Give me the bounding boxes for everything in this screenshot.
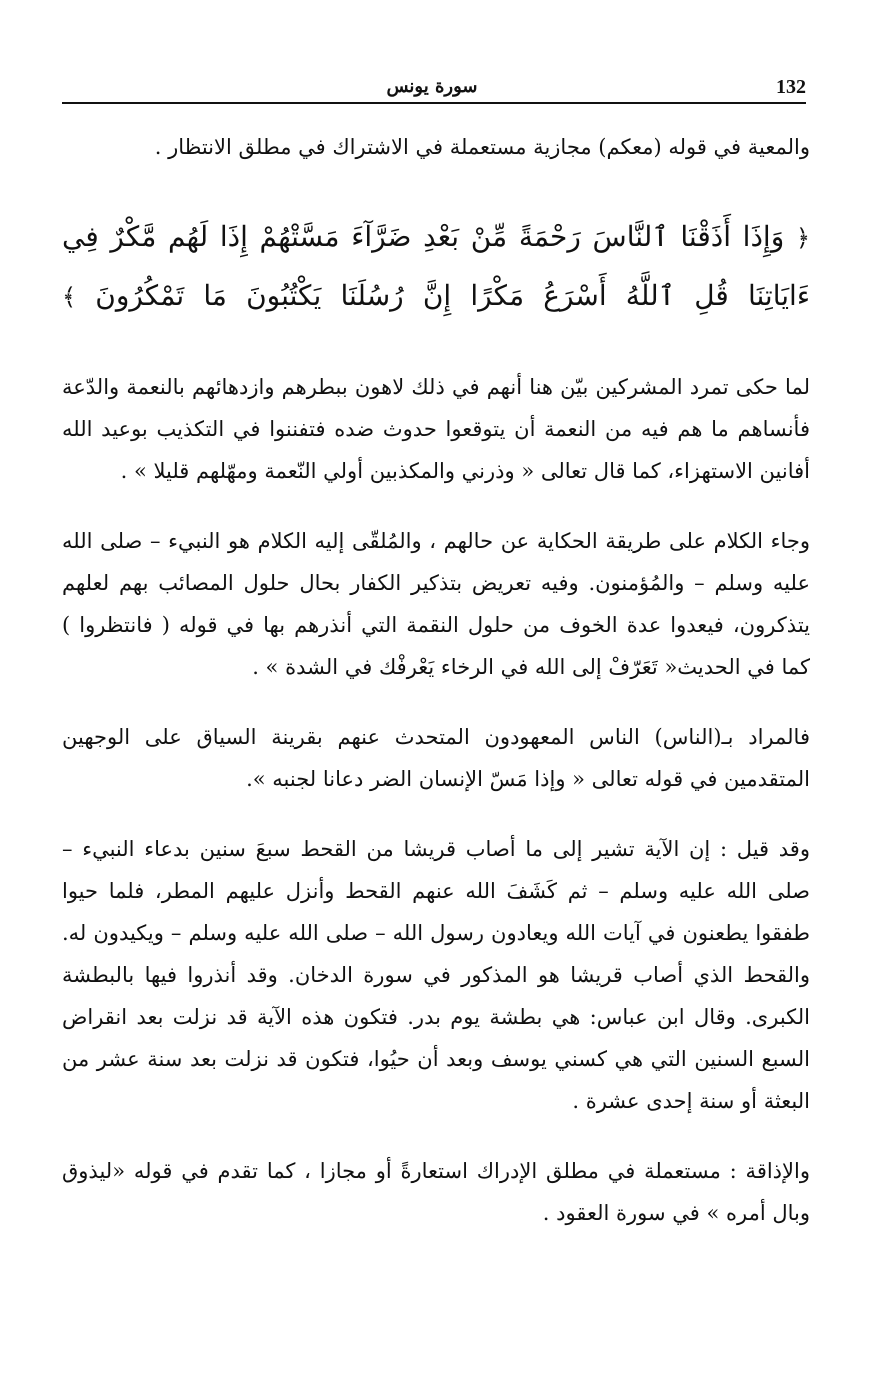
quran-verse	[62, 208, 810, 326]
paragraph-meaning-of-people: فالمراد بـ(الناس) الناس المعهودون المتحدث عنهم بقرينة السياق على الوجهين المتقدمين في قوله تعالى « وإذا مَسّ الإنسان الضر دعانا لجنبه ».	[62, 725, 810, 791]
paragraph-tasting: والإذاقة : مستعملة في مطلق الإدراك استعارةً أو مجازا ، كما تقدم في قوله «ليذوق وبال أمره » في سورة العقود .	[62, 1159, 810, 1225]
paragraph-context: لما حكى تمرد المشركين بيّن هنا أنهم في ذلك لاهون ببطرهم وازدهائهم بالنعمة والدّعة فأنساهم ما هم فيه من النعمة أن يتوقعوا حدوث ضده فتفننوا في التكذيب بوعيد الله أفانين الاستهزاء، كما قال تعالى « وذرني والمكذبين أولي النّعمة ومهّلهم قليلا » .	[62, 375, 810, 483]
surah-name: سورة يونس	[386, 76, 478, 97]
verse-open-bracket: ﴿	[795, 224, 811, 252]
paragraph-intro: والمعية في قوله (معكم) مجازية مستعملة في الاشتراك في مطلق الانتظار .	[154, 135, 810, 159]
page-body	[62, 126, 810, 1262]
paragraph-drought: وقد قيل : إن الآية تشير إلى ما أصاب قريشا من القحط سبعَ سنين بدعاء النبيء – صلى الله عليه وسلم – ثم كَشَفَ الله عنهم القحط وأنزل عليهم المطر، فلما حيوا طفقوا يطعنون في آيات الله ويعادون رسول الله – صلى الله عليه وسلم – ويكيدون له. والقحط الذي أصاب قريشا هو المذكور في سورة الدخان. وقد أنذروا فيها بالبطشة الكبرى. وقال ابن عباس: هي بطشة يوم بدر. فتكون هذه الآية قد نزلت بعد انقراض السبع السنين التي هي كسني يوسف وبعد أن حيُوا، فتكون قد نزلت بعد سنة عشر من البعثة أو سنة إحدى عشرة .	[62, 837, 810, 1113]
paragraph-narration: وجاء الكلام على طريقة الحكاية عن حالهم ، والمُلقّى إليه الكلام هو النبيء – صلى الله عليه وسلم – والمُؤمنون. وفيه تعريض بتذكير الكفار بحال حلول المصائب بهم لعلهم يتذكرون، فيعدوا عدة الخوف من حلول النقمة التي أنذرهم بها في قوله ( فانتظروا ) كما في الحديث« تَعَرّفْ إلى الله في الرخاء يَعْرفْك في الشدة » .	[62, 529, 810, 679]
verse-text: وَإِذَا أَذَقْنَا ٱلنَّاسَ رَحْمَةً مِّنْ بَعْدِ ضَرَّآءَ مَسَّتْهُمْ إِذَا لَهُم مَّكْرٌ فِي ءَايَاتِنَا قُلِ ٱللَّهُ أَسْرَعُ مَكْرًا إِنَّ رُسُلَنَا يَكْتُبُونَ مَا تَمْكُرُونَ	[62, 220, 810, 312]
page-header	[62, 72, 806, 104]
page-number: 132	[776, 76, 806, 98]
verse-close-bracket: ﴾	[62, 283, 77, 311]
